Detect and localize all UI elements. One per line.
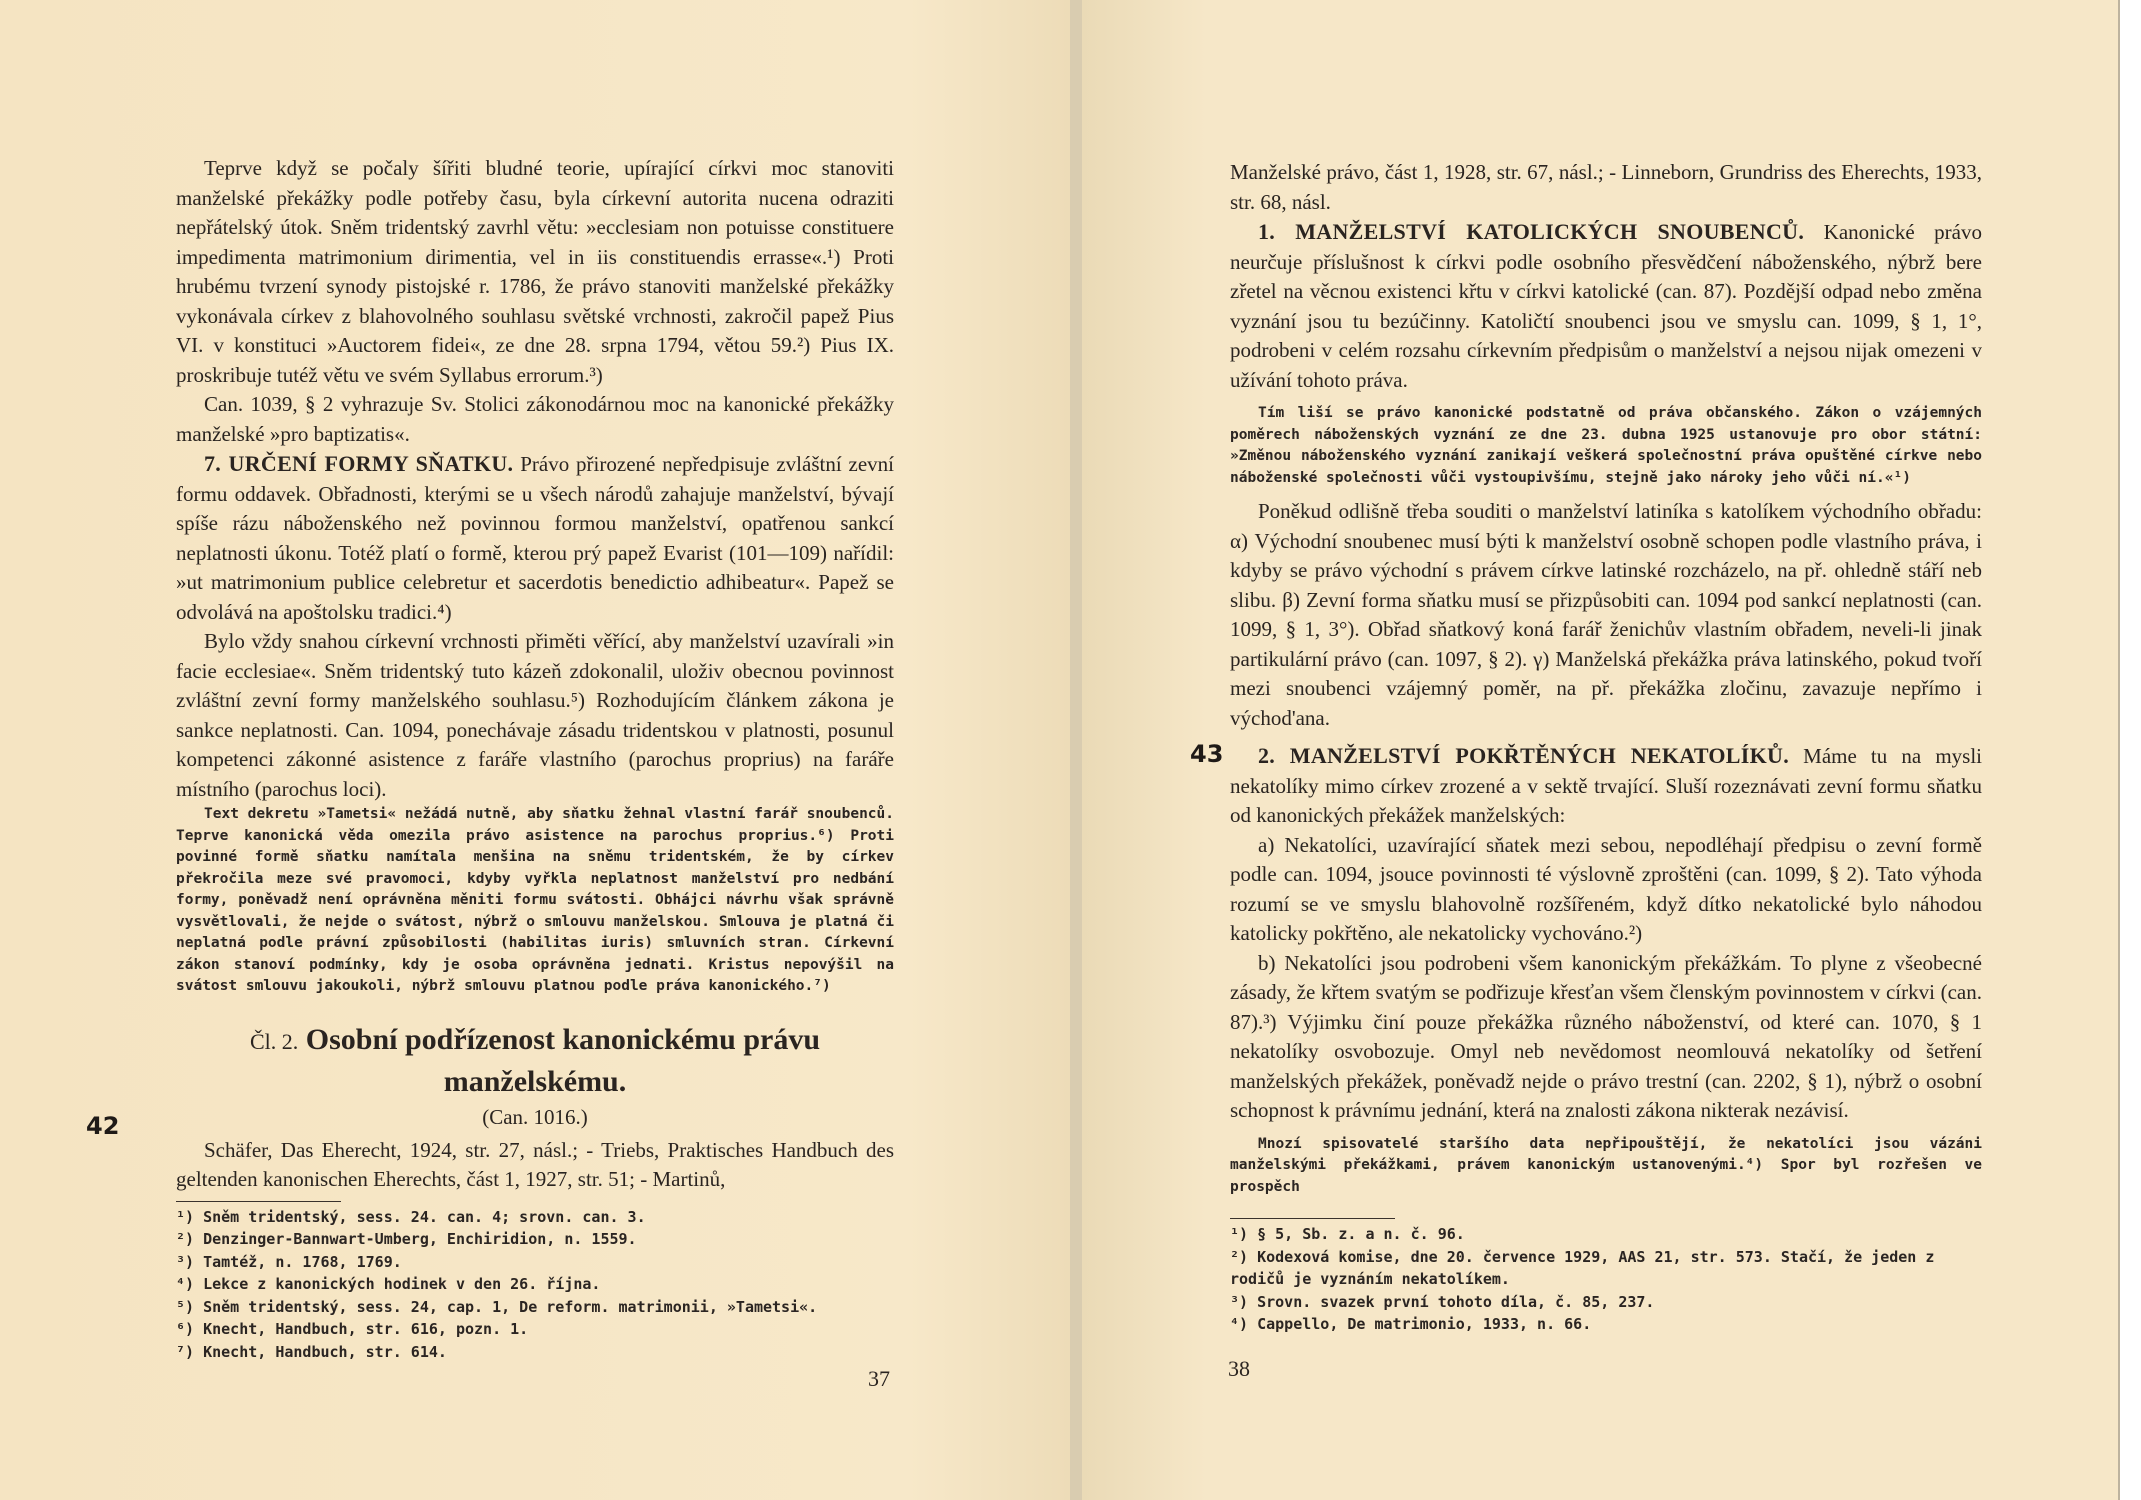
bibliography: Schäfer, Das Eherecht, 1924, str. 27, násl.; - Triebs, Praktisches Handbuch des geltenden kanonischen Eherechts, část 1, 1927, str. 51; - Martinů, xyxy=(176,1137,894,1191)
chapter-title xyxy=(176,1020,894,1102)
bibliography-continued: Manželské právo, část 1, 1928, str. 67, násl.; - Linneborn, Grundriss des Eherechts, 1933, str. 68, násl. xyxy=(1230,160,1982,214)
section-heading: 2. MANŽELSTVÍ POKŘTĚNÝCH NEKATOLÍKŮ. xyxy=(1258,743,1790,768)
section-paragraph xyxy=(176,449,894,627)
small-print-note: Tím liší se právo kanonické podstatně od práva občanského. Zákon o vzájemných poměrech náboženských vyznání ze dne 23. dubna 1925 ustanovuje pro obor státní: »Změnou náboženského vyznání zanikají veškerá společnostní práva opuštěné církve nebo náboženské společnosti vůči vystoupivšímu, stejně jako nároky jeho vůči ní.«¹) xyxy=(1230,405,1982,486)
chapter-canon-reference: (Can. 1016.) xyxy=(482,1104,588,1129)
section-text: Máme tu na mysli nekatolíky mimo církev zrozené a v sektě trvající. Sluší rozeznávati zevní formu sňatku od kanonických překážek manželských: xyxy=(1230,744,1982,827)
footnote: ³) Tamtéž, n. 1768, 1769. xyxy=(176,1252,402,1271)
left-page xyxy=(0,0,1070,1500)
footnote: ⁴) Cappello, De matrimonio, 1933, n. 66. xyxy=(1230,1315,1592,1333)
footnotes xyxy=(1230,1223,1982,1336)
footnote: ⁶) Knecht, Handbuch, str. 616, pozn. 1. xyxy=(176,1320,529,1338)
paragraph: Bylo vždy snahou církevní vrchnosti přiměti věřící, aby manželství uzavírali »in facie ecclesiae«. Sněm tridentský tuto kázeň zdokonalil, uloživ obecnou povinnost zvláštní zevní formy manželského souhlasu.⁵) Rozhodujícím článkem zákona je sankce neplatnosti. Can. 1094, ponechávaje zásadu tridentskou v platnosti, posunul kompetenci zákonné asistence z faráře vlastního (parochus proprius) na faráře místního (parochus loci). xyxy=(176,629,894,801)
chapter-number: Čl. 2. xyxy=(249,1028,299,1054)
footnote: ⁴) Lekce z kanonických hodinek v den 26. října. xyxy=(176,1275,601,1293)
section-heading: 7. URČENÍ FORMY SŇATKU. xyxy=(204,451,514,476)
footnote: ²) Denzinger-Bannwart-Umberg, Enchiridion, n. 1559. xyxy=(176,1230,637,1248)
left-text-column xyxy=(176,154,894,1363)
section-text: Kanonické právo neurčuje příslušnost k církvi podle osobního přesvědčení náboženského, nýbrž bere zřetel na věcnou existenci křtu v církvi katolické (can. 87). Pozdější odpad nebo změna vyznání jsou tu bezúčinny. Katoličtí snoubenci jsou ve smyslu can. 1099, § 1, 1°, podrobeni v celém rozsahu církevním předpisům o manželství a nejsou nijak omezeni v užívání tohoto práva. xyxy=(1230,220,1982,392)
paragraph: Can. 1039, § 2 vyhrazuje Sv. Stolici zákonodárnou moc na kanonické překážky manželské »pro baptizatis«. xyxy=(176,392,894,446)
small-print-note: Mnozí spisovatelé staršího data nepřipouštějí, že nekatolíci jsou vázáni manželskými překážkami, právem kanonickým ustanovenými.⁴) Spor byl rozřešen ve prospěch xyxy=(1230,1135,1982,1195)
scan-edge xyxy=(2118,0,2141,1500)
paragraph: a) Nekatolíci, uzavírající sňatek mezi sebou, nepodléhají předpisu o zevní formě podle can. 1094, jsouce povinnosti té výslovně zproštěni (can. 1099, § 2). Tato výhoda rozumí se ve smyslu blahovolně rozšířeném, když dítko nekatolické bylo náhodou katolicky pokřtěno, ale nekatolicky vychováno.²) xyxy=(1230,832,1982,945)
footnote: ¹) § 5, Sb. z. a n. č. 96. xyxy=(1230,1225,1465,1243)
footnote: ¹) Sněm tridentský, sess. 24. can. 4; srovn. can. 3. xyxy=(176,1207,646,1226)
margin-number: 43 xyxy=(1190,740,1224,768)
footnote: ²) Kodexová komise, dne 20. července 1929, AAS 21, str. 573. Stačí, že jeden z rodičů je vyznáním nekatolíkem. xyxy=(1230,1247,1935,1288)
footnotes xyxy=(176,1206,894,1364)
chapter-title-text: Osobní podřízenost kanonickému právu manželskému. xyxy=(305,1022,821,1098)
book-gutter xyxy=(1070,0,1082,1500)
paragraph: Teprve když se počaly šířiti bludné teorie, upírající církvi moc stanoviti manželské překážky podle potřeby času, byla církevní autorita nucena odraziti nepřátelský útok. Sněm tridentský zavrhl větu: »ecclesiam non potuisse constituere impedimenta matrimonium dirimentia, vel in iis constituendis errasse«.¹) Proti hrubému tvrzení synody pistojské r. 1786, že právo stanoviti manželské překážky vykonávala církev z blahovolného souhlasu světské vrchnosti, zakročil papež Pius VI. v konstituci »Auctorem fidei«, ze dne 28. srpna 1794, větou 59.²) Pius IX. proskribuje tutéž větu ve svém Syllabus errorum.³) xyxy=(176,156,894,387)
footnote-divider xyxy=(1230,1218,1395,1219)
paragraph: Poněkud odlišně třeba souditi o manželství latiníka s katolíkem východního obřadu: α) Východní snoubenec musí býti k manželství osobně schopen podle vlastního práva, i kdyby se právo východní s právem církve latinské rozcházelo, na př. ohledně stáří neb slibu. β) Zevní forma sňatku musí se přizpůsobiti can. 1094 pod sankcí neplatnosti (can. 1099, § 1, 3°). Obřad sňatkový koná farář ženichův vlastním obřadem, neveli-li jinak partikulární právo (can. 1097, § 2). γ) Manželská překážka práva latinského, pokud tvoří mezi snoubenci vzájemný poměr, na př. překážka zločinu, zavazuje nepřímo i východ'ana. xyxy=(1230,499,1982,730)
small-print-note: Text dekretu »Tametsi« nežádá nutně, aby sňatku žehnal vlastní farář snoubenců. Teprve kanonická věda omezila právo asistence na parochus proprius.⁶) Proti povinné formě sňatku namítala menšina na sněmu tridentském, že by církev překročila meze své pravomoci, kdyby vyřkla neplatnost manželství pro nedbání formy, poněvadž není oprávněna měniti formu svátosti. Obhájci návrhu však správně vysvětlovali, že nejde o svátost, nýbrž o smlouvu manželskou. Smlouva je platná či neplatná podle právní způsobilosti (habilitas iuris) smluvních stran. Církevní zákon stanoví podmínky, kdy je osoba oprávněna jednati. Kristus nepovýšil na svátost smlouvu jakoukoli, nýbrž smlouvu platnou podle práva kanonického.⁷) xyxy=(176,806,894,994)
section-paragraph xyxy=(1230,217,1982,395)
footnote: ³) Srovn. svazek první tohoto díla, č. 85, 237. xyxy=(1230,1292,1655,1311)
right-page xyxy=(1082,0,2118,1500)
paragraph: b) Nekatolíci jsou podrobeni všem kanonickým překážkám. To plyne z všeobecné zásady, že křtem svatým se podřizuje křesťan všem členským povinnostem v církvi (can. 87).³) Výjimku činí pouze překážka různého náboženství, od které can. 1070, § 1 nekatolíky osvobozuje. Omyl neb nevědomost neomlouvá nekatolíky od šetření manželských překážek, poněvadž nejde o právo trestní (can. 2202, § 1), nýbrž o osobní schopnost k právnímu jednání, která na znalosti zákona nikterak nezávisí. xyxy=(1230,950,1982,1122)
section-paragraph xyxy=(1230,741,1982,831)
page-number: 37 xyxy=(868,1366,890,1391)
page-number: 38 xyxy=(1228,1356,1250,1381)
footnote: ⁵) Sněm tridentský, sess. 24, cap. 1, De reform. matrimonii, »Tametsi«. xyxy=(176,1297,818,1316)
footnote-divider xyxy=(176,1201,341,1202)
margin-number: 42 xyxy=(86,1112,120,1140)
right-text-column xyxy=(1230,158,1982,1336)
section-text: Právo přirozené nepředpisuje zvláštní zevní formu oddavek. Obřadnosti, kterými se u všech národů zahajuje manželství, bývají spíše rázu náboženského než povinnou formou manželství, opatřenou sankcí neplatnosti úkonu. Totéž platí o formě, kterou prý papež Evarist (101—109) nařídil: »ut matrimonium publice celebretur et sacerdotis benedictio adhibeatur«. Papež se odvolává na apoštolsku tradici.⁴) xyxy=(176,452,894,624)
section-heading: 1. MANŽELSTVÍ KATOLICKÝCH SNOUBENCŮ. xyxy=(1258,219,1805,244)
footnote: ⁷) Knecht, Handbuch, str. 614. xyxy=(176,1342,447,1361)
